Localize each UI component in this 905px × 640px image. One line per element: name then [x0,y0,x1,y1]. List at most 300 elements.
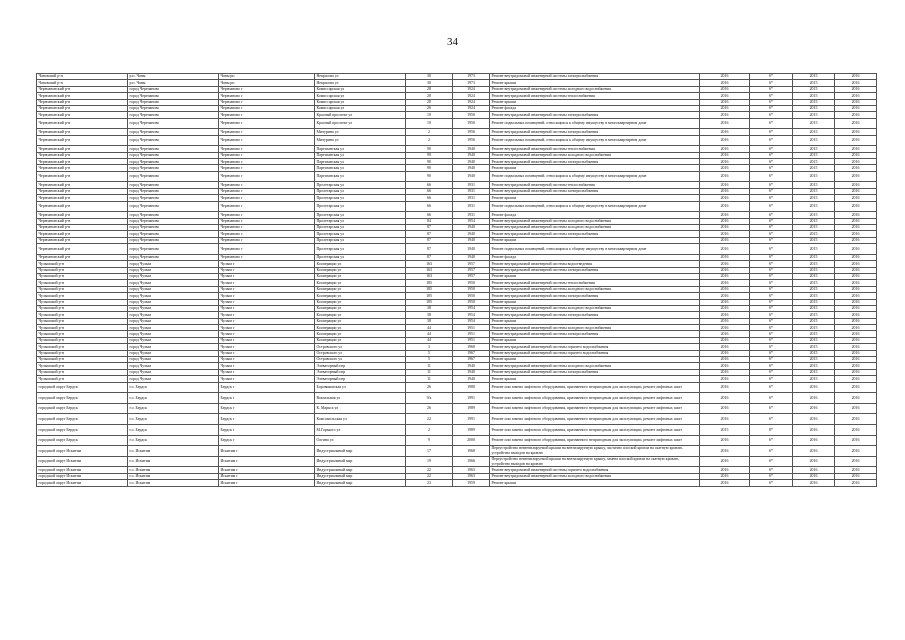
cell-municipality: Чулымский р-н [37,293,128,299]
cell-house-number: 30 [406,80,453,86]
cell-house-number: 26 [406,105,453,111]
table-row [37,446,877,457]
cell-plan-year: 2016 [700,93,750,99]
cell-work-type: Ремонт внутридомовой инженерной системы теплоснабжения [490,93,700,99]
cell-build-year: 1940 [453,369,490,375]
cell-end-year: 2016 [835,363,877,369]
cell-street: Некрасова ул [315,80,406,86]
cell-street: Партизанская ул [315,146,406,152]
cell-end-year: 2016 [835,357,877,363]
cell-settlement: город Черепаново [128,225,219,231]
cell-plan-year: 2016 [700,480,750,486]
cell-start-year: 2015 [793,267,835,273]
cell-work-type: Ремонт внутридомовой инженерной системы электроснабжения [490,188,700,194]
cell-work-type: Ремонт подвальных помещений, относящихся к общему имуществу в многоквартирном доме [490,201,700,212]
cell-plan-year: 2016 [700,80,750,86]
cell-build-year: 1963 [453,467,490,473]
cell-end-year: 2016 [835,267,877,273]
cell-end-year: 2016 [835,299,877,305]
cell-work-type: Ремонт внутридомовой инженерной системы холодного водоснабжения [490,363,700,369]
cell-end-year: 2016 [835,146,877,152]
cell-house-number: 90 [406,159,453,165]
cell-plan-year: 2016 [700,318,750,324]
cell-end-year: 2016 [835,225,877,231]
cell-house-number: 22 [406,414,453,425]
cell-deadline: 6* [750,312,793,318]
cell-build-year: 1956 [453,129,490,135]
cell-work-type: Ремонт крыши [490,357,700,363]
cell-settlement: город Чулым [128,369,219,375]
cell-street: Кооперации ул [315,318,406,324]
cell-plan-year: 2015 [700,424,750,435]
cell-end-year: 2016 [835,159,877,165]
cell-locality: Бердск г [219,382,315,393]
cell-street: Островского ул [315,357,406,363]
cell-build-year: 1950 [453,286,490,292]
cell-plan-year: 2016 [700,105,750,111]
cell-end-year: 2016 [835,312,877,318]
cell-work-type: Ремонт крыши [490,237,700,243]
cell-plan-year: 2016 [700,261,750,267]
cell-street: Элеваторный пер [315,369,406,375]
cell-house-number: 87 [406,225,453,231]
cell-work-type: Ремонт внутридомовой инженерной системы холодного водоснабжения [490,473,700,479]
cell-street: Олгина ул [315,435,406,446]
cell-end-year: 2016 [835,273,877,279]
cell-end-year: 2016 [835,446,877,457]
cell-house-number: 44 [406,331,453,337]
cell-house-number: 44 [406,337,453,343]
cell-house-number: 66 [406,182,453,188]
cell-settlement: город Черепаново [128,129,219,135]
cell-locality: Чулым г [219,273,315,279]
cell-end-year: 2016 [835,74,877,80]
cell-street: Комиссарская ул [315,105,406,111]
cell-end-year: 2016 [835,403,877,414]
cell-settlement: город Чулым [128,363,219,369]
cell-settlement: город Чулым [128,261,219,267]
cell-locality: Черепаново г [219,112,315,118]
cell-start-year: 2015 [793,182,835,188]
cell-locality: Искитим г [219,446,315,457]
cell-work-type: Ремонт подвальных помещений, относящихся к общему имуществу в многоквартирном доме [490,171,700,182]
cell-municipality: Чановский р-н [37,74,128,80]
cell-build-year: 1940 [453,254,490,260]
cell-build-year: 1954 [453,312,490,318]
cell-settlement: город Чулым [128,337,219,343]
cell-street: Кооперации ул [315,267,406,273]
cell-deadline: 6* [750,129,793,135]
cell-municipality: городской округ Бердск [37,424,128,435]
cell-municipality: Чулымский р-н [37,312,128,318]
cell-street: Кооперации ул [315,286,406,292]
cell-plan-year: 2016 [700,357,750,363]
cell-work-type: Ремонт внутридомовой инженерной системы холодного водоснабжения [490,152,700,158]
cell-work-type: Переустройство невентилируемой крыши на вентилируемую крышу, замена плоской кровли на скатную кровлю, устройство выходов на кровлю [490,456,700,467]
cell-deadline: 6* [750,273,793,279]
cell-plan-year: 2016 [700,201,750,212]
cell-settlement: город Черепаново [128,201,219,212]
cell-municipality: Черепановский р-н [37,231,128,237]
cell-end-year: 2016 [835,331,877,337]
cell-plan-year: 2016 [700,382,750,393]
cell-settlement: город Черепаново [128,152,219,158]
cell-work-type: Ремонт внутридомовой инженерной системы теплоснабжения [490,280,700,286]
cell-end-year: 2016 [835,435,877,446]
cell-start-year: 2015 [793,195,835,201]
cell-deadline: 6* [750,231,793,237]
cell-start-year: 2016 [793,456,835,467]
cell-plan-year: 2016 [700,218,750,224]
cell-build-year: 1973 [453,80,490,86]
cell-plan-year: 2016 [700,286,750,292]
cell-work-type: Ремонт внутридомовой инженерной системы электроснабжения [490,331,700,337]
cell-start-year: 2016 [793,424,835,435]
cell-house-number: 10 [406,112,453,118]
cell-street: Пролетарская ул [315,225,406,231]
cell-settlement: г.о. Бердск [128,403,219,414]
cell-deadline: 6* [750,182,793,188]
cell-street: Комиссарская ул [315,93,406,99]
cell-start-year: 2015 [793,74,835,80]
cell-end-year: 2016 [835,376,877,382]
cell-house-number: 163 [406,267,453,273]
cell-house-number: 185 [406,299,453,305]
cell-street: Пролетарская ул [315,254,406,260]
cell-settlement: город Чулым [128,357,219,363]
cell-street: Кооперации ул [315,299,406,305]
cell-build-year: 1967 [453,350,490,356]
cell-plan-year: 2016 [700,312,750,318]
cell-start-year: 2015 [793,152,835,158]
cell-street: Индустриальный мкр [315,473,406,479]
cell-end-year: 2016 [835,112,877,118]
cell-municipality: городской округ Бердск [37,414,128,425]
cell-plan-year: 2016 [700,344,750,350]
cell-build-year: 1973 [453,74,490,80]
cell-build-year: 1950 [453,112,490,118]
cell-build-year: 1951 [453,325,490,331]
cell-end-year: 2016 [835,195,877,201]
cell-work-type: Ремонт или замена лифтового оборудования, признанного непригодным для эксплуатации, ремонт лифтовых шахт [490,403,700,414]
cell-house-number: 23 [406,480,453,486]
cell-start-year: 2015 [793,337,835,343]
cell-start-year: 2015 [793,218,835,224]
cell-municipality: Чулымский р-н [37,344,128,350]
cell-municipality: Чулымский р-н [37,363,128,369]
cell-street: Мичурина ул [315,129,406,135]
cell-build-year: 1931 [453,201,490,212]
cell-build-year: 2000 [453,435,490,446]
cell-start-year: 2015 [793,237,835,243]
cell-end-year: 2016 [835,286,877,292]
cell-plan-year: 2016 [700,403,750,414]
cell-municipality: Черепановский р-н [37,201,128,212]
cell-street: Вокзальная ул [315,393,406,404]
cell-plan-year: 2016 [700,435,750,446]
cell-street: Пролетарская ул [315,195,406,201]
cell-house-number: 87 [406,231,453,237]
cell-settlement: город Черепаново [128,159,219,165]
cell-build-year: 1940 [453,244,490,255]
cell-build-year: 1931 [453,182,490,188]
cell-plan-year: 2016 [700,456,750,467]
cell-end-year: 2016 [835,93,877,99]
cell-municipality: Чулымский р-н [37,305,128,311]
cell-work-type: Ремонт крыши [490,299,700,305]
cell-street: Кооперации ул [315,261,406,267]
cell-settlement: город Черепаново [128,237,219,243]
cell-plan-year: 2016 [700,369,750,375]
cell-plan-year: 2016 [700,171,750,182]
cell-start-year: 2015 [793,231,835,237]
cell-locality: Черепаново г [219,99,315,105]
cell-build-year: 1940 [453,171,490,182]
cell-build-year: 1940 [453,225,490,231]
cell-municipality: Чулымский р-н [37,273,128,279]
cell-deadline: 6* [750,344,793,350]
cell-deadline: 6* [750,414,793,425]
cell-street: Кооперации ул [315,305,406,311]
cell-build-year: 1940 [453,363,490,369]
table-row [37,456,877,467]
cell-street: Некрасова ул [315,74,406,80]
cell-house-number: 19 [406,456,453,467]
cell-end-year: 2016 [835,86,877,92]
cell-start-year: 2015 [793,293,835,299]
cell-locality: Чулым г [219,267,315,273]
cell-municipality: Черепановский р-н [37,165,128,171]
cell-municipality: Черепановский р-н [37,129,128,135]
cell-house-number: 66 [406,188,453,194]
cell-start-year: 2015 [793,159,835,165]
cell-street: Индустриальный мкр [315,467,406,473]
cell-house-number: 90 [406,165,453,171]
cell-house-number: 11 [406,376,453,382]
cell-end-year: 2016 [835,369,877,375]
cell-start-year: 2016 [793,467,835,473]
cell-house-number: 84 [406,218,453,224]
cell-work-type: Ремонт фасада [490,212,700,218]
cell-end-year: 2016 [835,337,877,343]
cell-locality: Бердск г [219,435,315,446]
cell-plan-year: 2016 [700,182,750,188]
cell-start-year: 2015 [793,201,835,212]
cell-street: Пролетарская ул [315,182,406,188]
cell-start-year: 2016 [793,473,835,479]
cell-work-type: Ремонт крыши [490,273,700,279]
cell-deadline: 6* [750,318,793,324]
cell-end-year: 2016 [835,382,877,393]
cell-build-year: 1980 [453,382,490,393]
cell-start-year: 2015 [793,261,835,267]
cell-start-year: 2015 [793,254,835,260]
cell-deadline: 6* [750,363,793,369]
cell-municipality: Черепановский р-н [37,225,128,231]
cell-locality: Чулым г [219,344,315,350]
cell-deadline: 6* [750,393,793,404]
cell-start-year: 2015 [793,344,835,350]
cell-plan-year: 2016 [700,254,750,260]
cell-deadline: 6* [750,467,793,473]
cell-plan-year: 2016 [700,414,750,425]
cell-locality: Чулым г [219,369,315,375]
cell-deadline: 6* [750,218,793,224]
cell-municipality: Черепановский р-н [37,254,128,260]
cell-start-year: 2016 [793,393,835,404]
cell-end-year: 2016 [835,118,877,129]
cell-street: Индустриальный мкр [315,446,406,457]
cell-municipality: городской округ Искитим [37,480,128,486]
cell-deadline: 6* [750,105,793,111]
cell-build-year: 1940 [453,146,490,152]
cell-plan-year: 2016 [700,195,750,201]
cell-municipality: Чулымский р-н [37,357,128,363]
cell-house-number: 5 [406,357,453,363]
cell-start-year: 2015 [793,376,835,382]
cell-start-year: 2015 [793,93,835,99]
cell-municipality: Черепановский р-н [37,159,128,165]
cell-street: Партизанская ул [315,159,406,165]
cell-municipality: Чулымский р-н [37,286,128,292]
cell-work-type: Ремонт внутридомовой инженерной системы горячего водоснабжения [490,344,700,350]
cell-settlement: город Черепаново [128,165,219,171]
cell-build-year: 1954 [453,318,490,324]
cell-deadline: 6* [750,237,793,243]
cell-deadline: 6* [750,350,793,356]
cell-plan-year: 2016 [700,118,750,129]
cell-street: Кооперации ул [315,325,406,331]
cell-start-year: 2015 [793,80,835,86]
cell-settlement: город Черепаново [128,212,219,218]
cell-locality: Черепаново г [219,225,315,231]
cell-street: Индустриальный мкр [315,480,406,486]
cell-work-type: Ремонт внутридомовой инженерной системы электроснабжения [490,312,700,318]
cell-work-type: Ремонт внутридомовой инженерной системы теплоснабжения [490,182,700,188]
cell-start-year: 2015 [793,135,835,146]
cell-settlement: город Черепаново [128,254,219,260]
cell-house-number: 163 [406,261,453,267]
cell-plan-year: 2016 [700,159,750,165]
cell-start-year: 2015 [793,112,835,118]
cell-plan-year: 2016 [700,273,750,279]
cell-settlement: город Черепаново [128,86,219,92]
cell-settlement: город Чулым [128,331,219,337]
cell-start-year: 2016 [793,446,835,457]
cell-house-number: 38 [406,318,453,324]
cell-house-number: 185 [406,280,453,286]
cell-start-year: 2015 [793,299,835,305]
cell-municipality: Черепановский р-н [37,188,128,194]
cell-municipality: Черепановский р-н [37,195,128,201]
cell-start-year: 2015 [793,318,835,324]
cell-locality: Черепаново г [219,135,315,146]
cell-plan-year: 2016 [700,325,750,331]
cell-build-year: 1950 [453,118,490,129]
cell-deadline: 6* [750,112,793,118]
cell-house-number: 10 [406,118,453,129]
cell-locality: Искитим г [219,480,315,486]
cell-settlement: город Чулым [128,325,219,331]
cell-work-type: Ремонт крыши [490,337,700,343]
cell-street: Пролетарская ул [315,201,406,212]
cell-start-year: 2015 [793,357,835,363]
cell-build-year: 1951 [453,337,490,343]
cell-end-year: 2016 [835,424,877,435]
cell-settlement: город Черепаново [128,105,219,111]
cell-start-year: 2016 [793,480,835,486]
cell-locality: Черепаново г [219,118,315,129]
cell-street: Партизанская ул [315,165,406,171]
cell-work-type: Ремонт внутридомовой инженерной системы теплоснабжения [490,146,700,152]
cell-municipality: Чулымский р-н [37,331,128,337]
cell-work-type: Ремонт фасада [490,105,700,111]
table-row [37,435,877,446]
cell-street: Индустриальный мкр [315,456,406,467]
cell-municipality: Черепановский р-н [37,244,128,255]
cell-street: Боровиковская ул [315,382,406,393]
cell-work-type: Ремонт внутридомовой инженерной системы электроснабжения [490,369,700,375]
cell-settlement: город Чулым [128,280,219,286]
cell-locality: Черепаново г [219,93,315,99]
cell-municipality: Чулымский р-н [37,350,128,356]
cell-settlement: город Черепаново [128,146,219,152]
cell-plan-year: 2016 [700,135,750,146]
cell-plan-year: 2016 [700,231,750,237]
cell-start-year: 2015 [793,350,835,356]
cell-plan-year: 2016 [700,86,750,92]
cell-end-year: 2016 [835,201,877,212]
cell-locality: Черепаново г [219,182,315,188]
cell-municipality: Черепановский р-н [37,135,128,146]
cell-house-number: 5 [406,350,453,356]
cell-build-year: 1924 [453,93,490,99]
cell-locality: Черепаново г [219,254,315,260]
cell-end-year: 2016 [835,231,877,237]
cell-street: Кооперации ул [315,331,406,337]
cell-street: Кооперации ул [315,293,406,299]
cell-end-year: 2016 [835,165,877,171]
cell-municipality: городской округ Бердск [37,393,128,404]
cell-street: Красный проспект ул [315,118,406,129]
cell-deadline: 6* [750,280,793,286]
cell-build-year: 1950 [453,293,490,299]
cell-settlement: город Черепаново [128,195,219,201]
cell-house-number: 17 [406,446,453,457]
cell-deadline: 6* [750,331,793,337]
cell-plan-year: 2016 [700,74,750,80]
cell-plan-year: 2016 [700,293,750,299]
cell-deadline: 6* [750,286,793,292]
cell-house-number: 28 [406,93,453,99]
cell-house-number: 90 [406,152,453,158]
cell-start-year: 2015 [793,129,835,135]
cell-end-year: 2016 [835,393,877,404]
table-row [37,393,877,404]
cell-plan-year: 2016 [700,146,750,152]
cell-house-number: 87 [406,254,453,260]
cell-house-number: 38 [406,305,453,311]
cell-settlement: г.о. Бердск [128,435,219,446]
cell-municipality: городской округ Бердск [37,382,128,393]
cell-plan-year: 2016 [700,280,750,286]
cell-deadline: 6* [750,152,793,158]
cell-plan-year: 2016 [700,99,750,105]
cell-build-year: 1931 [453,188,490,194]
cell-settlement: город Чулым [128,318,219,324]
cell-work-type: Ремонт фасада [490,254,700,260]
cell-plan-year: 2016 [700,363,750,369]
